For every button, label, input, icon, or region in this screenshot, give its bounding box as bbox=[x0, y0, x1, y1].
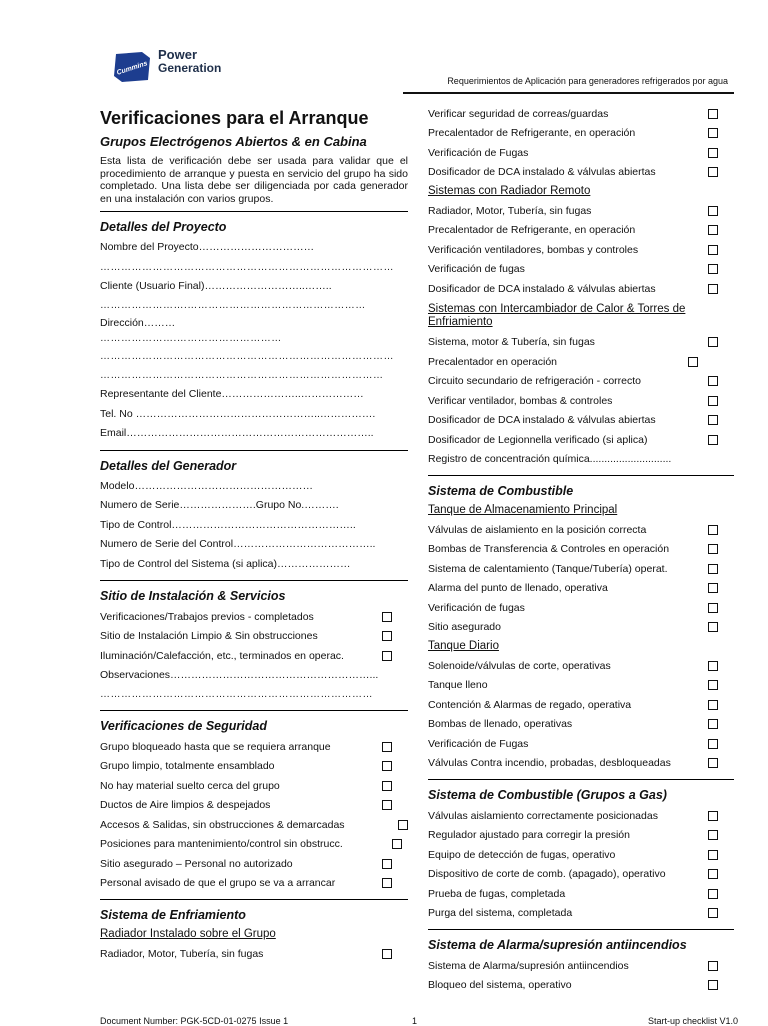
checkbox[interactable] bbox=[708, 337, 718, 347]
item-label: Precalentador de Refrigerante, en operación bbox=[428, 127, 636, 140]
brand-line2: Generation bbox=[158, 61, 222, 75]
item-label: Dispositivo de corte de comb. (apagado), operativo bbox=[428, 868, 666, 881]
checklist-item[interactable] bbox=[428, 104, 734, 124]
logo-mark-text: Cummins bbox=[115, 60, 149, 77]
checklist-item[interactable] bbox=[428, 163, 734, 183]
checkbox[interactable] bbox=[708, 396, 718, 406]
item-label: Solenoide/válvulas de corte, operativas bbox=[428, 659, 611, 672]
checkbox[interactable] bbox=[708, 583, 718, 593]
subsection-title: Tanque de Almacenamiento Principal bbox=[428, 504, 618, 516]
project-name-dots[interactable]: ………………………………………………………………………… bbox=[100, 261, 394, 273]
checklist-item[interactable] bbox=[428, 372, 734, 392]
checkbox[interactable] bbox=[708, 525, 718, 535]
divider bbox=[100, 211, 408, 212]
item-label: Bombas de Transferencia & Controles en operación bbox=[428, 543, 670, 556]
checklist-item[interactable] bbox=[428, 143, 734, 163]
checkbox[interactable] bbox=[708, 109, 718, 119]
checklist-item[interactable] bbox=[428, 352, 734, 372]
checklist-item[interactable] bbox=[428, 845, 734, 865]
item-label: Verificación de fugas bbox=[428, 263, 525, 276]
divider bbox=[100, 580, 408, 581]
checkbox[interactable] bbox=[708, 739, 718, 749]
item-label: Precalentador de Refrigerante, en operación bbox=[428, 224, 636, 237]
checkbox[interactable] bbox=[382, 949, 392, 959]
subsection-title: Tanque Diario bbox=[428, 640, 499, 652]
item-label: Verificación de fugas bbox=[428, 601, 525, 614]
checklist-item[interactable] bbox=[428, 754, 734, 774]
checkbox[interactable] bbox=[708, 980, 718, 990]
checklist-item[interactable] bbox=[428, 695, 734, 715]
item-label: Sistema, motor & Tubería, sin fugas bbox=[428, 336, 595, 349]
divider bbox=[428, 475, 734, 476]
checklist-item[interactable] bbox=[100, 815, 408, 835]
section-title-cooling: Sistema de Enfriamiento bbox=[100, 908, 246, 922]
item-label: Posiciones para mantenimiento/control sin obstrucc. bbox=[100, 838, 343, 851]
page-title: Verificaciones para el Arranque bbox=[100, 108, 369, 128]
brand-line1: Power bbox=[158, 47, 198, 62]
control-type-field[interactable]: Tipo de Control…………………………………………….. bbox=[100, 518, 356, 531]
section-title-fuel: Sistema de Combustible bbox=[428, 484, 574, 498]
checklist-item[interactable] bbox=[428, 806, 734, 826]
item-label: Válvulas de aislamiento en la posición correcta bbox=[428, 523, 647, 536]
checkbox[interactable] bbox=[708, 719, 718, 729]
version-label: Start-up checklist V1.0 bbox=[647, 1016, 738, 1026]
checklist-item[interactable] bbox=[100, 776, 408, 796]
checkbox[interactable] bbox=[382, 631, 392, 641]
item-label: Verificación de Fugas bbox=[428, 737, 529, 750]
item-label: Iluminación/Calefacción, etc., terminados en operac. bbox=[100, 649, 344, 662]
observations-field[interactable]: Observaciones…………………………………………………... bbox=[100, 668, 379, 681]
checklist-item[interactable] bbox=[100, 796, 408, 816]
section-title-project: Detalles del Proyecto bbox=[100, 220, 227, 234]
checklist-item[interactable] bbox=[428, 579, 734, 599]
item-label: Verificación ventiladores, bombas y controles bbox=[428, 243, 639, 256]
checklist-item[interactable] bbox=[428, 715, 734, 735]
item-label: Verificaciones/Trabajos previos - completados bbox=[100, 610, 314, 623]
address-dots-3[interactable]: ……………………………………………………………………… bbox=[100, 370, 384, 381]
divider bbox=[100, 899, 408, 900]
checkbox[interactable] bbox=[708, 206, 718, 216]
email-field[interactable]: Email…………………………………………………………….. bbox=[100, 427, 374, 439]
page-subtitle: Grupos Electrógenos Abiertos & en Cabina bbox=[100, 134, 367, 149]
checkbox[interactable] bbox=[708, 908, 718, 918]
right-column bbox=[428, 104, 734, 995]
checkbox[interactable] bbox=[392, 839, 402, 849]
checklist-item[interactable] bbox=[100, 737, 408, 757]
item-label: Verificar ventilador, bombas & controles bbox=[428, 394, 613, 407]
checklist-item[interactable] bbox=[100, 646, 408, 666]
checkbox[interactable] bbox=[708, 376, 718, 386]
page-number: 1 bbox=[412, 1016, 418, 1026]
item-label: Tanque lleno bbox=[428, 679, 488, 692]
checklist-item[interactable] bbox=[100, 854, 408, 874]
checkbox[interactable] bbox=[708, 284, 718, 294]
chemical-concentration-field[interactable]: Registro de concentración química............................ bbox=[428, 452, 672, 465]
checkbox[interactable] bbox=[708, 415, 718, 425]
checklist-item[interactable] bbox=[428, 391, 734, 411]
item-label: Sistema de Alarma/supresión antiincendios bbox=[428, 959, 629, 972]
item-label: Personal avisado de que el grupo se va a arrancar bbox=[100, 877, 336, 890]
checkbox[interactable] bbox=[708, 830, 718, 840]
item-label: Sitio asegurado bbox=[428, 621, 501, 634]
checklist-item[interactable] bbox=[428, 333, 734, 353]
checkbox[interactable] bbox=[708, 961, 718, 971]
observations-dots[interactable]: …………………………………………………………………… bbox=[100, 689, 373, 700]
item-label: Contención & Alarmas de regado, operativa bbox=[428, 698, 632, 711]
checklist-item[interactable] bbox=[428, 201, 734, 221]
checklist-item[interactable] bbox=[428, 430, 734, 450]
item-label: No hay material suelto cerca del grupo bbox=[100, 779, 280, 792]
checklist-item[interactable] bbox=[428, 124, 734, 144]
checklist-item[interactable] bbox=[100, 627, 408, 647]
checklist-item[interactable] bbox=[428, 618, 734, 638]
checkbox[interactable] bbox=[708, 758, 718, 768]
item-label: Radiador, Motor, Tubería, sin fugas bbox=[428, 204, 592, 217]
checkbox[interactable] bbox=[708, 564, 718, 574]
item-label: Bloqueo del sistema, operativo bbox=[428, 979, 572, 992]
checkbox[interactable] bbox=[398, 820, 408, 830]
subsection-title: Sistemas con Intercambiador de Calor & Torres de Enfriamiento bbox=[428, 302, 686, 328]
divider bbox=[100, 450, 408, 451]
checklist-item[interactable] bbox=[100, 944, 408, 964]
header-tagline: Requerimientos de Aplicación para generadores refrigerados por agua bbox=[447, 76, 728, 86]
section-title-safety: Verificaciones de Seguridad bbox=[100, 719, 267, 733]
serial-field[interactable]: Numero de Serie………………….Grupo No.………. bbox=[100, 499, 339, 511]
item-label: Dosificador de DCA instalado & válvulas abiertas bbox=[428, 166, 656, 179]
intro-text: Esta lista de verificación debe ser usada para validar que el procedimiento de arranque y puesta en servicio del grupo ha sido completado. Una lista debe ser diligenciada por cada generador en una instalación con varios grupos. bbox=[100, 155, 408, 205]
project-name-field[interactable]: Nombre del Proyecto…………………………… bbox=[100, 241, 315, 253]
checkbox[interactable] bbox=[382, 859, 392, 869]
checkbox[interactable] bbox=[382, 651, 392, 661]
client-dots[interactable]: …………………….…………………………………………… bbox=[100, 300, 366, 311]
checkbox[interactable] bbox=[708, 544, 718, 554]
checkbox[interactable] bbox=[708, 889, 718, 899]
item-label: Verificación de Fugas bbox=[428, 146, 529, 159]
item-label: Dosificador de DCA instalado & válvulas abiertas bbox=[428, 414, 656, 427]
section-title-fire: Sistema de Alarma/supresión antiincendios bbox=[428, 938, 687, 952]
checkbox[interactable] bbox=[708, 245, 718, 255]
item-label: Dosificador de DCA instalado & válvulas abiertas bbox=[428, 282, 656, 295]
checkbox[interactable] bbox=[708, 167, 718, 177]
checkbox[interactable] bbox=[708, 661, 718, 671]
checkbox[interactable] bbox=[708, 850, 718, 860]
checklist-item[interactable] bbox=[428, 976, 734, 996]
client-rep-field[interactable]: Representante del Cliente…………………..……………… bbox=[100, 388, 364, 400]
checklist-item[interactable] bbox=[100, 874, 408, 894]
item-label: Accesos & Salidas, sin obstrucciones & demarcadas bbox=[100, 818, 345, 831]
checkbox[interactable] bbox=[708, 680, 718, 690]
checklist-item[interactable] bbox=[428, 865, 734, 885]
section-title-site: Sitio de Instalación & Servicios bbox=[100, 589, 286, 603]
item-label: Radiador, Motor, Tubería, sin fugas bbox=[100, 947, 264, 960]
checklist-item[interactable] bbox=[428, 260, 734, 280]
control-serial-field[interactable]: Numero de Serie del Control………………………………….. bbox=[100, 538, 376, 550]
address-field[interactable]: Dirección……… bbox=[100, 317, 176, 329]
checklist-item[interactable] bbox=[100, 607, 408, 627]
checklist-item[interactable] bbox=[428, 559, 734, 579]
checkbox[interactable] bbox=[708, 700, 718, 710]
project-fields bbox=[100, 238, 408, 444]
checkbox[interactable] bbox=[708, 435, 718, 445]
divider bbox=[428, 929, 734, 930]
checkbox[interactable] bbox=[708, 603, 718, 613]
address-dots-2[interactable]: ………………………………………………………………………… bbox=[100, 351, 394, 362]
checkbox[interactable] bbox=[688, 357, 698, 367]
checklist-item[interactable] bbox=[428, 656, 734, 676]
checklist-item[interactable] bbox=[428, 734, 734, 754]
section-title-gas: Sistema de Combustible (Grupos a Gas) bbox=[428, 788, 667, 802]
checklist-item[interactable] bbox=[428, 520, 734, 540]
header-rule bbox=[403, 92, 734, 94]
checkbox[interactable] bbox=[382, 878, 392, 888]
checklist-item[interactable] bbox=[428, 411, 734, 431]
checklist-item[interactable] bbox=[428, 540, 734, 560]
subsection-title: Radiador Instalado sobre el Grupo bbox=[100, 928, 276, 940]
document-number: Document Number: PGK-5CD-01-0275 Issue 1 bbox=[100, 1016, 289, 1026]
checklist-item[interactable] bbox=[428, 904, 734, 924]
brand-logo bbox=[112, 46, 236, 88]
checklist-item[interactable] bbox=[428, 676, 734, 696]
item-label: Grupo limpio, totalmente ensamblado bbox=[100, 760, 275, 773]
address-dots-1[interactable]: ………………….………………………… bbox=[100, 333, 282, 344]
checkbox[interactable] bbox=[708, 622, 718, 632]
checkbox[interactable] bbox=[708, 128, 718, 138]
item-label: Sistema de calentamiento (Tanque/Tubería) operat. bbox=[428, 562, 668, 575]
cummins-logo-icon bbox=[112, 50, 152, 84]
checklist-item[interactable] bbox=[428, 826, 734, 846]
item-label: Equipo de detección de fugas, operativo bbox=[428, 848, 616, 861]
item-label: Alarma del punto de llenado, operativa bbox=[428, 582, 608, 595]
checklist-item[interactable] bbox=[428, 221, 734, 241]
subsection-title: Sistemas con Radiador Remoto bbox=[428, 185, 591, 197]
divider bbox=[100, 710, 408, 711]
checkbox[interactable] bbox=[708, 811, 718, 821]
checkbox[interactable] bbox=[382, 781, 392, 791]
item-label: Válvulas Contra incendio, probadas, desbloqueadas bbox=[428, 757, 671, 770]
checklist-item[interactable] bbox=[428, 279, 734, 299]
item-label: Prueba de fugas, completada bbox=[428, 887, 566, 900]
checkbox[interactable] bbox=[708, 225, 718, 235]
checklist-item[interactable] bbox=[428, 956, 734, 976]
item-label: Purga del sistema, completada bbox=[428, 907, 573, 920]
item-label: Circuito secundario de refrigeración - correcto bbox=[428, 375, 642, 388]
checklist-item[interactable] bbox=[428, 598, 734, 618]
item-label: Ductos de Aire limpios & despejados bbox=[100, 799, 271, 812]
item-label: Sitio asegurado – Personal no autorizado bbox=[100, 857, 293, 870]
checkbox[interactable] bbox=[382, 800, 392, 810]
item-label: Bombas de llenado, operativas bbox=[428, 718, 573, 731]
checkbox[interactable] bbox=[708, 264, 718, 274]
checkbox[interactable] bbox=[708, 869, 718, 879]
checklist-item[interactable] bbox=[428, 884, 734, 904]
item-label: Precalentador en operación bbox=[428, 355, 558, 368]
item-label: Dosificador de Legionnella verificado (si aplica) bbox=[428, 433, 648, 446]
section-title-generator: Detalles del Generador bbox=[100, 458, 237, 473]
item-label: Verificar seguridad de correas/guardas bbox=[428, 107, 609, 120]
checkbox[interactable] bbox=[708, 148, 718, 158]
checkbox[interactable] bbox=[382, 742, 392, 752]
checklist-item[interactable] bbox=[100, 835, 408, 855]
system-control-field[interactable]: Tipo de Control del Sistema (si aplica)………………… bbox=[100, 557, 351, 570]
left-column bbox=[100, 104, 408, 964]
checklist-item[interactable] bbox=[100, 757, 408, 777]
checkbox[interactable] bbox=[382, 612, 392, 622]
checklist-item[interactable] bbox=[428, 240, 734, 260]
item-label: Grupo bloqueado hasta que se requiera arranque bbox=[100, 740, 331, 753]
item-label: Sitio de Instalación Limpio & Sin obstrucciones bbox=[100, 630, 318, 643]
item-label: Válvulas aislamiento correctamente posicionadas bbox=[428, 809, 658, 822]
model-field[interactable]: Modelo…………………………………………… bbox=[100, 479, 313, 492]
divider bbox=[428, 779, 734, 780]
checkbox[interactable] bbox=[382, 761, 392, 771]
phone-field[interactable]: Tel. No ……………………………………………..……………. bbox=[100, 407, 376, 420]
item-label: Regulador ajustado para corregir la presión bbox=[428, 829, 630, 842]
client-field[interactable]: Cliente (Usuario Final)………………………..…….. bbox=[100, 279, 332, 292]
